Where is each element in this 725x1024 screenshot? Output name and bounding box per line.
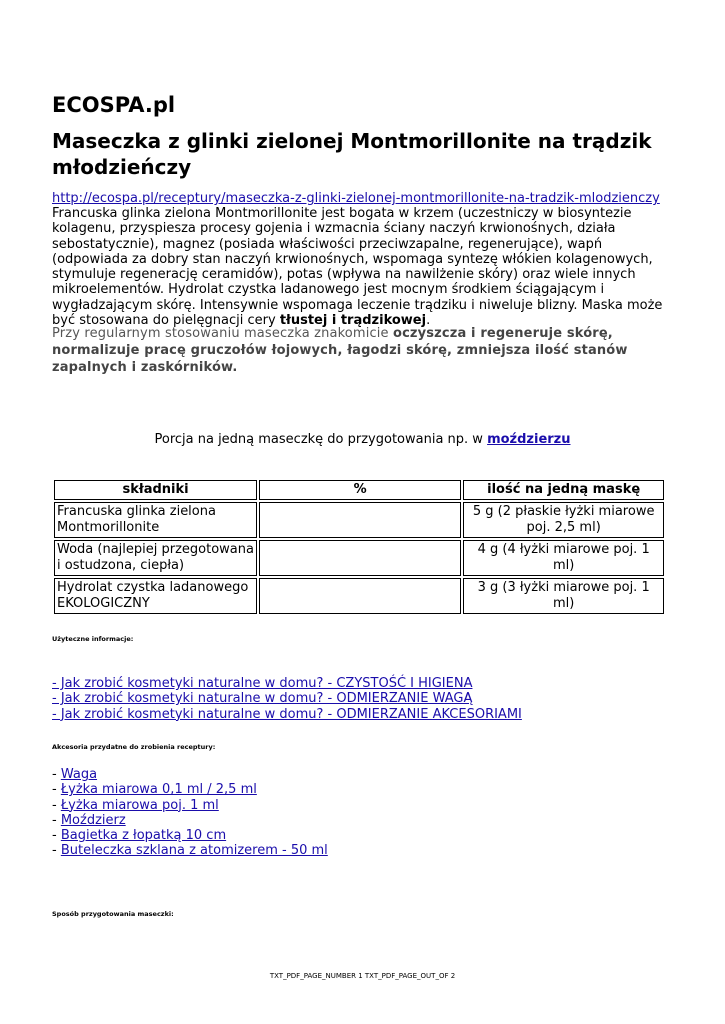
list-item <box>52 782 328 797</box>
lead-paragraph <box>52 325 672 376</box>
useful-info-label: Użyteczne informacje: <box>52 635 134 643</box>
ingredients-table <box>52 478 666 616</box>
accessory-link-spoon-1ml[interactable]: Łyżka miarowa poj. 1 ml <box>60 797 219 813</box>
list-item <box>52 813 328 828</box>
list-item <box>52 691 522 706</box>
ingredient-name: Hydrolat czystka ladanowego EKOLOGICZNY <box>54 578 257 614</box>
method-label: Sposób przygotowania maseczki: <box>52 910 174 918</box>
ingredient-percent <box>259 502 461 538</box>
accessory-link-mortar[interactable]: Moździerz <box>60 812 126 828</box>
lead-bold: oczyszcza i regeneruje skórę, normalizuje pracę gruczołów łojowych, łagodzi skórę, zmniejsza ilość stanów zapalnych i zaskórników. <box>52 326 628 375</box>
intro-text: Francuska glinka zielona Montmorillonite jest bogata w krzem (uczestniczy w biosyntezie kolagenu, przyspiesza procesy gojenia i wzmacnia ściany naczyń krwionośnych, działa sebostatycznie), magnez (posiada właściwości przeciwzapalne, regenerujące), wapń (odpowiada za dobry stan naczyń krwionośnych, wspomaga syntezę włókien kolagenowych, stymuluje regenerację ceramidów), potas (wpływa na nawilżenie skóry) oraz wiele innych mikroelementów. Hydrolat czystka ladanowego jest mocnym środkiem ściągającym i wygładzającym skórę. Intensywnie wspomaga leczenie trądziku i niweluje blizny. Maska może być stosowana do pielęgnacji cery <box>52 206 663 329</box>
useful-link-accessories[interactable]: - Jak zrobić kosmetyki naturalne w domu? - ODMIERZANIE AKCESORIAMI <box>52 706 522 722</box>
useful-link-scale[interactable]: - Jak zrobić kosmetyki naturalne w domu? - ODMIERZANIE WAGĄ <box>52 691 473 707</box>
list-dash: - <box>52 843 61 859</box>
list-item <box>52 828 328 843</box>
ingredient-amount: 4 g (4 łyżki miarowe poj. 1 ml) <box>463 540 664 576</box>
table-header-row <box>54 480 664 500</box>
intro-bold: tłustej i trądzikowej <box>279 313 427 329</box>
list-dash: - <box>52 782 61 798</box>
list-item <box>52 676 522 691</box>
portion-line <box>0 432 725 447</box>
list-dash: - <box>52 812 61 828</box>
table-row <box>54 502 664 538</box>
header-amount: ilość na jedną maskę <box>463 480 664 500</box>
accessory-link-scale[interactable]: Waga <box>60 767 98 782</box>
accessory-link-atomizer-bottle[interactable]: Buteleczka szklana z atomizerem - 50 ml <box>60 843 328 859</box>
accessories-label: Akcesoria przydatne do zrobienia receptury: <box>52 743 216 751</box>
useful-links-list <box>52 676 522 722</box>
table-row <box>54 578 664 614</box>
list-dash: - <box>52 828 61 844</box>
list-item <box>52 843 328 858</box>
intro-paragraph <box>52 206 672 328</box>
accessories-list <box>52 767 328 859</box>
ingredient-name: Francuska glinka zielona Montmorillonite <box>54 502 257 538</box>
list-item <box>52 798 328 813</box>
header-ingredients: składniki <box>54 480 257 500</box>
mortar-link[interactable]: moździerzu <box>487 432 571 447</box>
portion-text: Porcja na jedną maseczkę do przygotowania np. w <box>154 432 488 447</box>
ingredient-amount: 3 g (3 łyżki miarowe poj. 1 ml) <box>463 578 664 614</box>
site-name: ECOSPA.pl <box>52 93 176 117</box>
page-footer: TXT_PDF_PAGE_NUMBER 1 TXT_PDF_PAGE_OUT_OF 2 <box>269 972 456 980</box>
useful-link-hygiene[interactable]: - Jak zrobić kosmetyki naturalne w domu? - CZYSTOŚĆ I HIGIENA <box>52 676 473 691</box>
list-item <box>52 707 522 722</box>
source-url-link[interactable]: http://ecospa.pl/receptury/maseczka-z-glinki-zielonej-montmorillonite-na-tradzik-mlodzienczy <box>52 191 660 206</box>
ingredient-name: Woda (najlepiej przegotowana i ostudzona, ciepła) <box>54 540 257 576</box>
list-dash: - <box>52 797 61 813</box>
accessory-link-spatula[interactable]: Bagietka z łopatką 10 cm <box>60 828 227 844</box>
intro-end: . <box>426 313 431 329</box>
header-percent: % <box>259 480 461 500</box>
list-dash: - <box>52 767 61 782</box>
list-item <box>52 767 328 782</box>
accessory-link-spoon-01-25[interactable]: Łyżka miarowa 0,1 ml / 2,5 ml <box>60 782 257 798</box>
lead-text: Przy regularnym stosowaniu maseczka znakomicie <box>52 326 393 341</box>
table-row <box>54 540 664 576</box>
ingredient-percent <box>259 578 461 614</box>
ingredient-percent <box>259 540 461 576</box>
ingredient-amount: 5 g (2 płaskie łyżki miarowe poj. 2,5 ml) <box>463 502 664 538</box>
page-title: Maseczka z glinki zielonej Montmorillonite na trądzik młodzieńczy <box>52 129 652 179</box>
